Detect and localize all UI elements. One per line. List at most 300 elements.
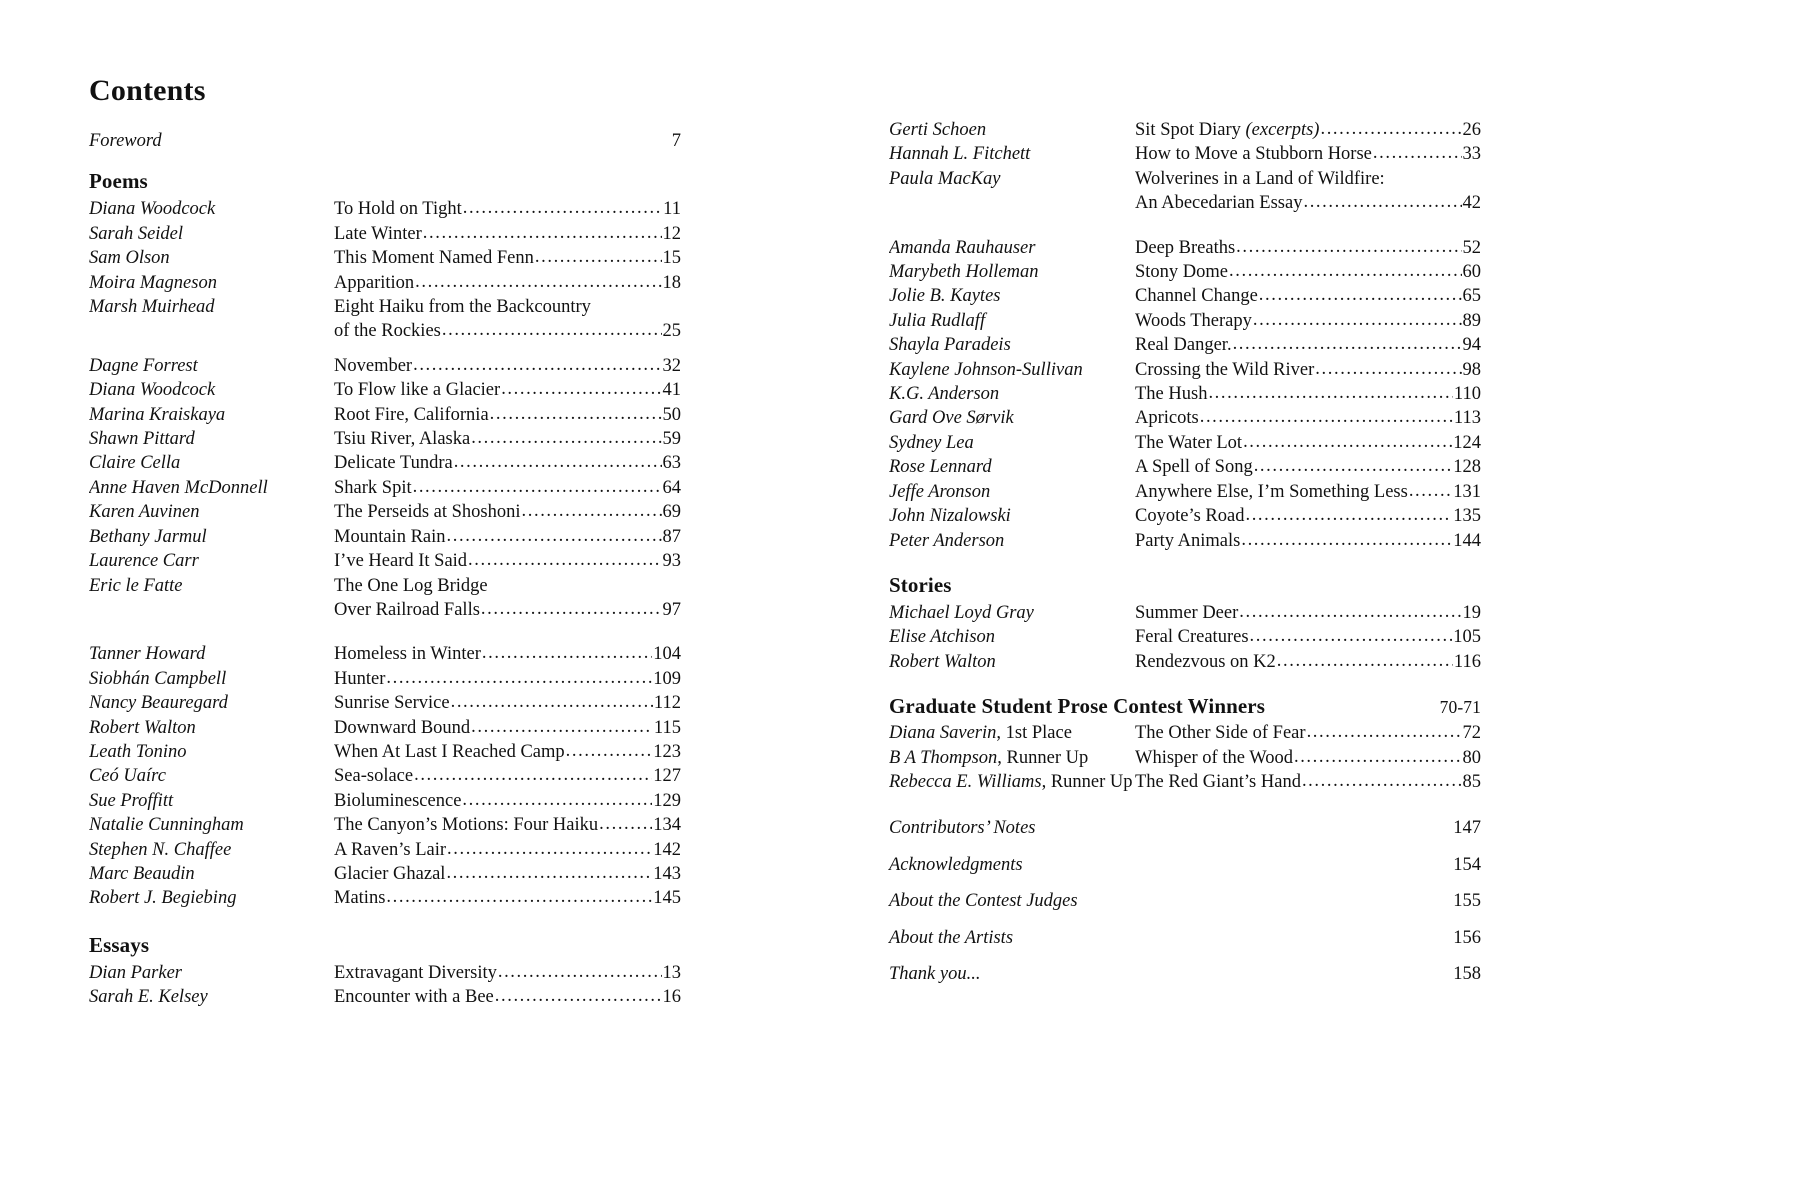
entry-author-qualifier: , 1st Place — [996, 723, 1072, 744]
entry-page-number: 41 — [662, 380, 681, 401]
entry-page-number: 16 — [662, 987, 681, 1008]
entry-title-wrap — [1135, 480, 1481, 504]
entry-title: The Water Lot — [1135, 432, 1243, 453]
entry-author: Rebecca E. Williams, Runner Up — [889, 771, 1133, 792]
entry-author: Hannah L. Fitchett — [889, 144, 1031, 165]
dot-leader — [1241, 528, 1452, 552]
entry-author: Sam Olson — [89, 248, 170, 269]
toc-entry-continuation[interactable] — [889, 191, 1481, 215]
entry-title: Woods Therapy — [1135, 310, 1252, 331]
entry-title: The One Log Bridge — [334, 575, 488, 596]
entry-page-number: 60 — [1462, 262, 1481, 283]
toc-entry[interactable] — [889, 236, 1481, 260]
dot-leader — [414, 763, 652, 787]
entry-title-line2: Over Railroad Falls — [334, 599, 480, 620]
entry-page-number: 124 — [1453, 432, 1481, 453]
toc-entry[interactable] — [889, 504, 1481, 528]
entry-title: Party Animals — [1135, 530, 1241, 551]
dot-leader — [413, 475, 662, 499]
entry-title: Shark Spit — [334, 477, 412, 498]
entry-title-wrap — [334, 961, 681, 985]
dot-leader — [481, 597, 662, 621]
entry-author: Diana Saverin, 1st Place — [889, 723, 1072, 744]
entry-author: Gard Ove Sørvik — [889, 408, 1014, 429]
toc-entry[interactable] — [889, 333, 1481, 357]
entry-title: November — [334, 355, 413, 376]
entry-page-number: 127 — [653, 766, 681, 787]
entry-title-wrap — [334, 271, 681, 295]
entry-title: Whisper of the Wood — [1135, 747, 1293, 768]
entry-title-wrap — [1135, 529, 1481, 553]
dot-leader — [1259, 283, 1462, 307]
backmatter-page-number: 158 — [1453, 963, 1481, 984]
toc-entry[interactable] — [889, 118, 1481, 142]
entry-title-line2: An Abecedarian Essay — [1135, 193, 1303, 214]
entry-title-wrap — [334, 886, 681, 910]
entry-author: Sarah Seidel — [89, 223, 184, 244]
dot-leader — [1409, 479, 1452, 503]
entry-page-number: 129 — [653, 790, 681, 811]
entry-title-wrap — [334, 549, 681, 573]
entry-title: When At Last I Reached Camp — [334, 741, 565, 762]
toc-entry[interactable] — [89, 838, 681, 862]
entry-page-number: 50 — [662, 404, 681, 425]
toc-entry[interactable] — [89, 222, 681, 246]
toc-entry[interactable] — [89, 813, 681, 837]
entry-title-wrap — [334, 525, 681, 549]
entry-title: This Moment Named Fenn — [334, 248, 534, 269]
dot-leader — [1233, 332, 1462, 356]
entry-title: The Red Giant’s Hand — [1135, 771, 1301, 792]
backmatter-entry[interactable] — [889, 926, 1481, 950]
toc-entry[interactable] — [89, 354, 681, 378]
toc-entry[interactable] — [89, 271, 681, 295]
entry-author: Shayla Paradeis — [889, 335, 1011, 356]
entry-title: To Flow like a Glacier — [334, 380, 501, 401]
right-column — [889, 0, 1481, 998]
entry-title: Glacier Ghazal — [334, 863, 446, 884]
section-heading-stories — [889, 573, 1481, 598]
backmatter-page-number: 156 — [1453, 927, 1481, 948]
entry-page-number: 25 — [662, 321, 681, 342]
entry-title: Apricots — [1135, 408, 1199, 429]
entry-author: Dagne Forrest — [89, 355, 198, 376]
entry-title: How to Move a Stubborn Horse — [1135, 144, 1372, 165]
entry-page-number: 128 — [1453, 457, 1481, 478]
toc-entry[interactable] — [889, 721, 1481, 745]
entry-title-wrap — [1135, 236, 1481, 260]
toc-entry[interactable] — [89, 985, 681, 1009]
entry-author: Siobhán Campbell — [89, 668, 227, 689]
toc-entry[interactable] — [889, 480, 1481, 504]
entry-author: Peter Anderson — [889, 530, 1005, 551]
entry-title-wrap — [334, 691, 681, 715]
spacer — [889, 216, 1481, 226]
entry-title-wrap — [334, 403, 681, 427]
entry-title-wrap — [1135, 382, 1481, 406]
toc-entry[interactable] — [889, 625, 1481, 649]
backmatter-entry[interactable] — [889, 853, 1481, 877]
entry-title-wrap — [334, 667, 681, 691]
entry-title-wrap — [1135, 284, 1481, 308]
entry-title-wrap — [334, 985, 681, 1009]
entry-author: Rose Lennard — [889, 457, 992, 478]
dot-leader — [522, 499, 662, 523]
toc-entry[interactable] — [89, 451, 681, 475]
entry-title: Feral Creatures — [1135, 627, 1249, 648]
contest-winners-list — [889, 721, 1481, 794]
entry-page-number: 32 — [662, 355, 681, 376]
dot-leader — [1243, 430, 1452, 454]
backmatter-entry[interactable] — [889, 889, 1481, 913]
entry-title: To Hold on Tight — [334, 199, 462, 220]
dot-leader — [386, 666, 652, 690]
toc-entry[interactable] — [89, 500, 681, 524]
entry-page-number: 115 — [653, 717, 681, 738]
backmatter-page-number: 154 — [1453, 854, 1481, 875]
entry-title-wrap — [334, 378, 681, 402]
toc-entry[interactable] — [889, 284, 1481, 308]
entry-author: Stephen N. Chaffee — [89, 839, 232, 860]
backmatter-entry[interactable] — [889, 816, 1481, 840]
toc-entry[interactable] — [89, 295, 681, 319]
entry-title: Encounter with a Bee — [334, 987, 494, 1008]
essays-right-list — [889, 118, 1481, 553]
entry-title: Real Danger. — [1135, 335, 1232, 356]
entry-title-wrap — [334, 197, 681, 221]
entry-title-wrap — [334, 716, 681, 740]
dot-leader — [413, 353, 661, 377]
entry-author: Michael Loyd Gray — [889, 602, 1034, 623]
entry-title: Crossing the Wild River — [1135, 359, 1315, 380]
entry-page-number: 11 — [663, 199, 681, 220]
dot-leader — [454, 450, 662, 474]
entry-page-number: 13 — [662, 962, 681, 983]
backmatter-entry[interactable] — [889, 962, 1481, 986]
entry-title: Tsiu River, Alaska — [334, 429, 471, 450]
entry-page-number: 64 — [662, 477, 681, 498]
entry-title: Channel Change — [1135, 286, 1258, 307]
dot-leader — [1277, 649, 1453, 673]
toc-entry[interactable] — [89, 667, 681, 691]
entry-author: Elise Atchison — [889, 627, 996, 648]
toc-entry[interactable] — [89, 764, 681, 788]
entry-author: Robert Walton — [89, 717, 196, 738]
dot-leader — [386, 885, 652, 909]
entry-title-wrap — [334, 838, 681, 862]
entry-author: Tanner Howard — [89, 644, 206, 665]
entry-title-wrap — [1135, 142, 1481, 166]
entry-title: A Spell of Song — [1135, 457, 1253, 478]
left-column — [89, 0, 681, 1010]
dot-leader — [1245, 503, 1452, 527]
dot-leader — [1236, 235, 1461, 259]
entry-page-number: 42 — [1462, 193, 1481, 214]
toc-entry[interactable] — [89, 691, 681, 715]
dot-leader — [1229, 259, 1461, 283]
toc-entry[interactable] — [889, 406, 1481, 430]
poems-list — [89, 197, 681, 910]
dot-leader — [471, 715, 653, 739]
entry-page-number: 104 — [653, 644, 681, 665]
entry-page-number: 105 — [1453, 627, 1481, 648]
entry-author: Sydney Lea — [889, 432, 974, 453]
entry-page-number: 112 — [653, 693, 681, 714]
entry-title: Late Winter — [334, 223, 422, 244]
entry-title: Downward Bound — [334, 717, 471, 738]
dot-leader — [495, 984, 662, 1008]
entry-title-wrap — [1135, 118, 1481, 142]
backmatter-page-number: 155 — [1453, 891, 1481, 912]
section-heading-contest — [889, 694, 1481, 719]
entry-title-wrap — [1135, 650, 1481, 674]
toc-entry[interactable] — [89, 740, 681, 764]
dot-leader — [1373, 141, 1462, 165]
entry-author-qualifier: , Runner Up — [1041, 771, 1133, 792]
backmatter-page-number: 147 — [1453, 818, 1481, 839]
entry-page-number: 80 — [1462, 747, 1481, 768]
section-label-poems: Poems — [89, 169, 148, 194]
entry-title: Stony Dome — [1135, 262, 1229, 283]
toc-entry[interactable] — [889, 260, 1481, 284]
toc-entry-continuation[interactable] — [89, 319, 681, 343]
dot-leader — [490, 402, 662, 426]
entry-title: Anywhere Else, I’m Something Less — [1135, 481, 1408, 502]
entry-title-wrap — [334, 500, 681, 524]
toc-entry[interactable] — [889, 770, 1481, 794]
entry-title: Homeless in Winter — [334, 644, 481, 665]
entry-title-wrap — [1135, 455, 1481, 479]
entry-author: John Nizalowski — [889, 506, 1011, 527]
entry-author: Kaylene Johnson-Sullivan — [889, 359, 1083, 380]
toc-entry[interactable] — [889, 382, 1481, 406]
toc-entry[interactable] — [889, 746, 1481, 770]
backmatter-label: Acknowledgments — [889, 854, 1023, 875]
dot-leader — [1208, 381, 1452, 405]
toc-entry[interactable] — [89, 525, 681, 549]
entry-author: Natalie Cunningham — [89, 815, 244, 836]
backmatter-label: Contributors’ Notes — [889, 818, 1036, 839]
dot-leader — [498, 960, 662, 984]
dot-leader — [1254, 454, 1453, 478]
entry-author-qualifier: , Runner Up — [997, 747, 1089, 768]
entry-title-wrap — [334, 427, 681, 451]
entry-page-number: 65 — [1462, 286, 1481, 307]
entry-author: Robert Walton — [889, 651, 996, 672]
toc-entry[interactable] — [89, 789, 681, 813]
entry-author: B A Thompson, Runner Up — [889, 747, 1089, 768]
dot-leader — [1239, 600, 1461, 624]
dot-leader — [468, 548, 661, 572]
dot-leader — [501, 377, 661, 401]
entry-author: Anne Haven McDonnell — [89, 477, 268, 498]
dot-leader — [1294, 745, 1462, 769]
entry-page-number: 131 — [1453, 481, 1481, 502]
entry-foreword[interactable] — [89, 129, 681, 153]
entry-author: Leath Tonino — [89, 741, 187, 762]
dot-leader — [599, 812, 652, 836]
backmatter-label: Thank you... — [889, 963, 981, 984]
entry-title-wrap — [1135, 770, 1481, 794]
backmatter-list — [889, 816, 1481, 986]
entry-title: Mountain Rain — [334, 526, 446, 547]
entry-title: Wolverines in a Land of Wildfire: — [1135, 168, 1385, 189]
entry-author: Nancy Beauregard — [89, 693, 228, 714]
toc-entry[interactable] — [89, 476, 681, 500]
toc-entry[interactable] — [889, 601, 1481, 625]
entry-page-number: 26 — [1462, 120, 1481, 140]
entry-author: Jolie B. Kaytes — [889, 286, 1001, 307]
entry-title: A Raven’s Lair — [334, 839, 447, 860]
entry-title: Hunter — [334, 668, 386, 689]
entry-author: Laurence Carr — [89, 551, 199, 572]
dot-leader — [462, 788, 652, 812]
toc-entry[interactable] — [889, 142, 1481, 166]
page-title: Contents — [89, 74, 206, 107]
entry-page-number: 116 — [1453, 651, 1481, 672]
entry-page-number: 15 — [662, 248, 681, 269]
entry-page-number: 135 — [1453, 506, 1481, 527]
entry-author: Bethany Jarmul — [89, 526, 207, 547]
entry-author: Gerti Schoen — [889, 120, 987, 140]
dot-leader — [1302, 769, 1462, 793]
entry-title: Bioluminescence — [334, 790, 462, 811]
entry-author: Amanda Rauhauser — [889, 237, 1036, 258]
toc-entry[interactable] — [889, 650, 1481, 674]
entry-title: I’ve Heard It Said — [334, 551, 468, 572]
entry-title: Deep Breaths — [1135, 237, 1236, 258]
dot-leader — [1200, 405, 1453, 429]
entry-author: Claire Cella — [89, 453, 181, 474]
entry-title-wrap — [334, 476, 681, 500]
section-heading-poems — [89, 169, 681, 194]
entry-title-wrap — [334, 764, 681, 788]
entry-page-number: 69 — [662, 502, 681, 523]
entry-author: Marsh Muirhead — [89, 297, 215, 318]
dot-leader — [566, 739, 653, 763]
entry-title-wrap — [1135, 358, 1481, 382]
toc-entry[interactable] — [889, 529, 1481, 553]
dot-leader — [463, 196, 662, 220]
toc-entry[interactable] — [89, 378, 681, 402]
entry-title: Rendezvous on K2 — [1135, 651, 1276, 672]
entry-title-wrap — [1135, 406, 1481, 430]
entry-author: Jeffe Aronson — [889, 481, 991, 502]
toc-entry[interactable] — [889, 167, 1481, 191]
entry-author: Karen Auvinen — [89, 502, 200, 523]
dot-leader — [1320, 117, 1461, 141]
toc-entry[interactable] — [89, 549, 681, 573]
entry-author: Julia Rudlaff — [889, 310, 986, 331]
entry-page-number: 33 — [1462, 144, 1481, 165]
entry-page-number: 123 — [653, 741, 681, 762]
entry-author: Paula MacKay — [889, 168, 1001, 189]
entry-page-number: 145 — [653, 888, 681, 909]
dot-leader — [1315, 357, 1461, 381]
entry-title-italic-part: (excerpts) — [1245, 120, 1320, 140]
toc-entry[interactable] — [889, 309, 1481, 333]
entry-title: Sunrise Service — [334, 693, 450, 714]
dot-leader — [482, 641, 652, 665]
entry-page-number: 19 — [1462, 602, 1481, 623]
toc-entry[interactable] — [89, 642, 681, 666]
entry-page-number: 98 — [1462, 359, 1481, 380]
entry-title: Delicate Tundra — [334, 453, 453, 474]
dot-leader — [447, 837, 652, 861]
entry-title-wrap — [334, 862, 681, 886]
entry-title-wrap — [334, 598, 681, 622]
entry-author: Shawn Pittard — [89, 429, 195, 450]
toc-entry[interactable] — [89, 246, 681, 270]
dot-leader — [535, 245, 662, 269]
entry-title-line2: of the Rockies — [334, 321, 441, 342]
entry-title: Extravagant Diversity — [334, 962, 497, 983]
entry-page-number: 89 — [1462, 310, 1481, 331]
dot-leader — [471, 426, 661, 450]
entry-author: Dian Parker — [89, 962, 182, 983]
entry-page-number: 144 — [1453, 530, 1481, 551]
entry-page-number: 72 — [1462, 723, 1481, 744]
toc-entry[interactable] — [89, 574, 681, 598]
entry-page-number: 97 — [662, 599, 681, 620]
toc-entry[interactable] — [89, 403, 681, 427]
dot-leader — [442, 318, 662, 342]
entry-page-number: 87 — [662, 526, 681, 547]
toc-entry[interactable] — [89, 427, 681, 451]
entry-title-wrap — [1135, 431, 1481, 455]
entry-author: Robert J. Begiebing — [89, 888, 237, 909]
foreword-label: Foreword — [89, 131, 162, 151]
toc-entry[interactable] — [89, 197, 681, 221]
entry-title-wrap — [1135, 333, 1481, 357]
toc-entry[interactable] — [89, 862, 681, 886]
entry-title: Summer Deer — [1135, 602, 1239, 623]
entry-page-number: 113 — [1453, 408, 1481, 429]
backmatter-label: About the Contest Judges — [889, 891, 1078, 912]
entry-author: Sarah E. Kelsey — [89, 987, 208, 1008]
entry-page-number: 94 — [1462, 335, 1481, 356]
dot-leader — [1303, 190, 1461, 214]
toc-entry[interactable] — [889, 455, 1481, 479]
entry-page-number: 85 — [1462, 771, 1481, 792]
section-page-contest: 70-71 — [1439, 697, 1481, 718]
entry-title-wrap — [334, 354, 681, 378]
toc-entry[interactable] — [89, 886, 681, 910]
entry-page-number: 12 — [662, 223, 681, 244]
dot-leader — [447, 524, 662, 548]
entry-page-number: 18 — [662, 272, 681, 293]
entry-title-wrap — [1135, 721, 1481, 745]
entry-title: Matins — [334, 888, 386, 909]
toc-entry[interactable] — [889, 358, 1481, 382]
entry-author: Marc Beaudin — [89, 863, 195, 884]
entry-page-number: 134 — [653, 815, 681, 836]
entry-title-wrap — [334, 740, 681, 764]
entry-page-number: 143 — [653, 863, 681, 884]
entry-title: Apparition — [334, 272, 415, 293]
entry-page-number: 93 — [662, 551, 681, 572]
toc-entry[interactable] — [89, 961, 681, 985]
entry-author: Eric le Fatte — [89, 575, 183, 596]
toc-entry[interactable] — [889, 431, 1481, 455]
toc-entry-continuation[interactable] — [89, 598, 681, 622]
toc-entry[interactable] — [89, 716, 681, 740]
entry-title-wrap — [334, 222, 681, 246]
entry-author: Sue Proffitt — [89, 790, 174, 811]
entry-author: Marybeth Holleman — [889, 262, 1039, 283]
entry-title: Eight Haiku from the Backcountry — [334, 297, 591, 318]
entry-title-wrap — [1135, 167, 1481, 191]
